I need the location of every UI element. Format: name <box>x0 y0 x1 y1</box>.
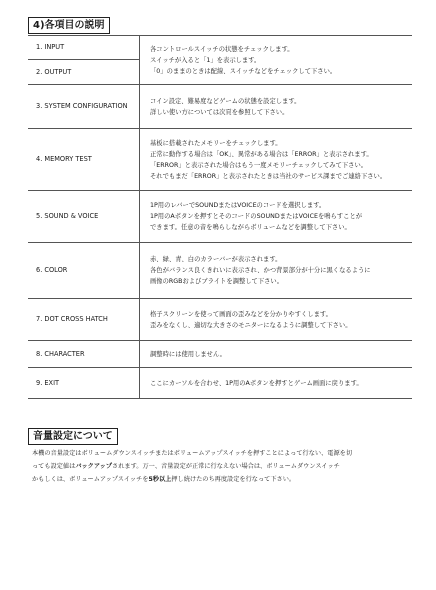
item-name: 8. CHARACTER <box>28 341 140 368</box>
description-line: 詳しい使い方については次頁を参照して下さい。 <box>150 108 289 116</box>
table-row <box>28 191 412 243</box>
description-line: 正常に動作する場合は「OK」、異常がある場合は「ERROR」と表示されます。 <box>150 150 373 158</box>
emphasis-text: 5秒以上 <box>148 476 172 483</box>
table-row <box>28 341 412 368</box>
emphasis-text: バックアップ <box>75 463 113 470</box>
item-description <box>140 36 413 85</box>
item-name: 1. INPUT <box>28 36 140 60</box>
volume-setting-paragraph <box>32 447 412 486</box>
description-line: 画像のRGBおよびブライトを調整して下さい。 <box>150 278 284 285</box>
description-line: スイッチが入ると「1」を表示します。 <box>150 56 261 64</box>
item-name: 9. EXIT <box>28 368 140 399</box>
section-title-volume-setting: 音量設定について <box>28 428 118 445</box>
item-description-table <box>28 35 412 399</box>
table-row <box>28 85 412 129</box>
description-line: 各色がバランス良くきれいに表示され、かつ背景部分が十分に黒くなるように <box>150 267 371 274</box>
paragraph-line: 本機の音量設定はボリュームダウンスイッチまたはボリュームアップスイッチを押すことによって行ない、電源を切 <box>32 450 353 457</box>
item-name: 7. DOT CROSS HATCH <box>28 299 140 341</box>
item-description <box>140 85 413 129</box>
item-description <box>140 129 413 191</box>
item-name: 3. SYSTEM CONFIGURATION <box>28 85 140 129</box>
item-description <box>140 243 413 299</box>
item-description <box>140 299 413 341</box>
item-name: 5. SOUND & VOICE <box>28 191 140 243</box>
item-description <box>140 341 413 368</box>
description-line: 各コントロールスイッチの状態をチェックします。 <box>150 45 294 53</box>
table-row <box>28 368 412 399</box>
table-row <box>28 129 412 191</box>
item-description <box>140 368 413 399</box>
description-line: 基板に搭載されたメモリーをチェックします。 <box>150 139 282 147</box>
item-name: 2. OUTPUT <box>28 60 140 85</box>
description-line: コイン設定、難易度などゲームの状態を設定します。 <box>150 97 301 105</box>
description-line: 格子スクリーンを使って画面の歪みなどを分かりやすくします。 <box>150 310 332 318</box>
item-name: 4. MEMORY TEST <box>28 129 140 191</box>
description-line: 1P用のレバーでSOUNDまたはVOICEのコードを選択します。 <box>150 202 326 209</box>
description-line: 歪みをなくし、適切な大きさのモニターになるように調整して下さい。 <box>150 321 352 329</box>
item-name: 6. COLOR <box>28 243 140 299</box>
description-line: 1P用のAボタンを押すとそのコードのSOUNDまたはVOICEを鳴らすことが <box>150 213 363 220</box>
item-description <box>140 191 413 243</box>
paragraph-line: っても設定値はバックアップされます。万一、音量設定が正常に行なえない場合は、ボリュームダウンスイッチ <box>32 463 340 470</box>
table-row <box>28 299 412 341</box>
table-row <box>28 243 412 299</box>
description-line: 「0」のままのときは配線、スイッチなどをチェックして下さい。 <box>150 67 337 75</box>
description-line: できます。任意の音を鳴らしながらボリュームなどを調整して下さい。 <box>150 224 351 231</box>
description-line: 赤、緑、青、白のカラーバーが表示されます。 <box>150 256 282 263</box>
table-row <box>28 36 412 60</box>
description-line: それでもまだ「ERROR」と表示されたときは当社のサービス課までご連絡下さい。 <box>150 172 387 180</box>
paragraph-line: かもしくは、ボリュームアップスイッチを5秒以上押し続けたのち再度設定を行なって下さい。 <box>32 476 296 483</box>
description-line: 調整時には使用しません。 <box>150 350 226 358</box>
description-line: 「ERROR」と表示された場合はもう一度メモリーチェックしてみて下さい。 <box>150 161 368 169</box>
section-title-item-description: 4)各項目の説明 <box>28 17 110 34</box>
description-line: ここにカーソルを合わせ、1P用のAボタンを押すとゲーム画面に戻ります。 <box>150 379 363 387</box>
